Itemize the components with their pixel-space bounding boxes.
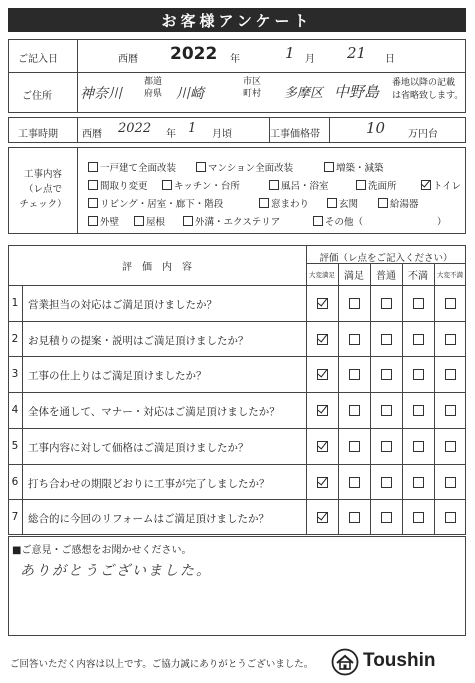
question-number: 3 [11, 368, 19, 381]
question-number: 1 [11, 297, 19, 309]
address-town[interactable]: 中野島 [334, 83, 380, 101]
work-option-row3-0[interactable] [88, 196, 223, 210]
rating-checkbox-q2-2[interactable] [381, 334, 392, 345]
rating-checkbox-q6-2[interactable] [381, 477, 392, 488]
rating-header-3: 不満 [408, 271, 428, 282]
row-divider [8, 499, 466, 500]
question-number: 2 [11, 332, 19, 345]
row-divider [8, 392, 466, 393]
work-option-row1-1[interactable] [196, 160, 293, 174]
question-number: 5 [11, 439, 19, 452]
address-note-line2: は省略致します。 [392, 91, 464, 101]
row-divider [8, 356, 466, 357]
rating-header-0: 大変満足 [309, 271, 335, 279]
rating-checkbox-q4-0[interactable] [317, 405, 328, 416]
entry-date-label: ご記入日 [18, 54, 58, 65]
rating-checkbox-q3-4[interactable] [445, 369, 456, 380]
rating-column-divider [402, 263, 403, 535]
checkbox-icon[interactable] [134, 216, 144, 226]
question-text: 工事の仕上りはご満足頂けましたか？ [28, 370, 207, 383]
work-option-label: その他（ [325, 217, 364, 228]
city-unit-top: 市区 [243, 77, 262, 87]
rating-checkbox-q4-4[interactable] [445, 405, 456, 416]
work-option-row1-0[interactable] [88, 160, 176, 174]
work-option-row2-1[interactable] [162, 178, 240, 192]
rating-checkbox-q5-2[interactable] [381, 441, 392, 452]
work-option-row4-1[interactable] [134, 214, 165, 228]
address-ward[interactable]: 多摩区 [284, 86, 324, 101]
checkbox-icon[interactable] [327, 198, 337, 208]
checkbox-icon[interactable] [356, 180, 366, 190]
work-period-month-unit: 月頃 [212, 129, 232, 140]
checkbox-icon[interactable] [88, 180, 98, 190]
work-option-label: 外壁 [100, 217, 120, 228]
work-period-era: 西暦 [82, 129, 102, 140]
work-option-label: 玄関 [339, 199, 359, 210]
work-content-label-line2: （レ点で [23, 184, 62, 195]
work-period-year-unit: 年 [166, 129, 176, 140]
rating-checkbox-q7-1[interactable] [349, 512, 360, 523]
address-note-line1: 番地以降の記載 [392, 78, 456, 88]
address-city-unit [243, 76, 261, 100]
pref-unit-bottom: 府県 [144, 89, 163, 99]
work-option-row3-3[interactable] [378, 196, 419, 210]
work-option-row4-0[interactable] [88, 214, 119, 228]
question-text: お見積りの提案・説明はご満足頂けましたか？ [28, 334, 249, 347]
rating-checkbox-q2-4[interactable] [445, 334, 456, 345]
form-title: お客様アンケート [8, 8, 466, 32]
other-close-paren: ） [437, 217, 447, 228]
checkbox-icon[interactable] [88, 162, 98, 172]
checkbox-icon[interactable] [324, 162, 334, 172]
address-city[interactable]: 川崎 [176, 86, 204, 102]
entry-date-era: 西暦 [118, 54, 138, 65]
checkbox-icon[interactable] [259, 198, 269, 208]
work-option-row3-1[interactable] [259, 196, 309, 210]
rating-checkbox-q2-3[interactable] [413, 334, 424, 345]
work-option-row2-4[interactable] [421, 178, 461, 192]
address-pref-unit [144, 76, 162, 100]
checkbox-icon[interactable] [88, 216, 98, 226]
footer-logo [331, 648, 465, 676]
work-option-label: 増築・減築 [336, 163, 384, 174]
city-unit-bottom: 町村 [243, 89, 262, 99]
question-text: 総合的に今回のリフォームはご満足頂けましたか？ [28, 513, 269, 526]
price-range-label: 工事価格帯 [270, 129, 320, 140]
rating-checkbox-q2-1[interactable] [349, 334, 360, 345]
price-range-value[interactable]: 10 [366, 119, 386, 137]
work-option-label: 給湯器 [390, 199, 419, 210]
question-text: 工事内容に対して価格はご満足頂けましたか？ [28, 441, 249, 454]
num-column-divider [22, 285, 23, 535]
column-divider [306, 245, 307, 535]
rating-header-divider [306, 263, 466, 264]
row-divider [8, 428, 466, 429]
rating-checkbox-q7-4[interactable] [445, 512, 456, 523]
comments-text[interactable]: ありがとうございました。 [20, 563, 212, 579]
checkbox-icon[interactable] [421, 180, 431, 190]
comments-label: ■ご意見・ご感想をお聞かせください。 [12, 545, 192, 556]
rating-checkbox-q5-1[interactable] [349, 441, 360, 452]
work-option-label: 外溝・エクステリア [195, 217, 281, 228]
row-divider [8, 464, 466, 465]
checkbox-icon[interactable] [162, 180, 172, 190]
rating-header-4: 大変不満 [437, 271, 463, 279]
work-option-label: トイレ [433, 181, 462, 192]
rating-checkbox-q4-3[interactable] [413, 405, 424, 416]
rating-checkbox-q1-4[interactable] [445, 298, 456, 309]
rating-checkbox-q1-1[interactable] [349, 298, 360, 309]
work-option-label: 窓まわり [271, 199, 310, 210]
price-range-unit: 万円台 [408, 129, 438, 140]
rating-checkbox-q4-2[interactable] [381, 405, 392, 416]
rating-checkbox-q5-3[interactable] [413, 441, 424, 452]
entry-date-day-unit: 日 [385, 54, 395, 65]
rating-header-1: 満足 [344, 271, 364, 282]
rating-checkbox-q3-0[interactable] [317, 369, 328, 380]
work-option-label: リビング・居室・廊下・階段 [100, 199, 224, 210]
work-option-label: 間取り変更 [100, 181, 148, 192]
footer-thanks: ご回答いただく内容は以上です。ご協力誠にありがとうございました。 [10, 659, 314, 670]
question-number: 7 [11, 511, 19, 524]
evaluation-header-right: 評価（レ点をご記入ください） [319, 253, 453, 264]
rating-checkbox-q7-0[interactable] [317, 512, 328, 523]
rating-checkbox-q3-2[interactable] [381, 369, 392, 380]
work-content-label-line3: チェック） [19, 199, 67, 210]
checkbox-icon[interactable] [378, 198, 388, 208]
work-option-row4-3[interactable] [313, 214, 363, 228]
evaluation-table [8, 245, 466, 535]
entry-date-month[interactable]: 1 [285, 44, 295, 62]
entry-date-month-unit: 月 [305, 54, 315, 65]
rating-checkbox-q6-1[interactable] [349, 477, 360, 488]
rating-checkbox-q5-4[interactable] [445, 441, 456, 452]
entry-date-year[interactable]: 2022 [170, 44, 218, 64]
work-period-month[interactable]: 1 [188, 121, 197, 136]
address-prefecture[interactable]: 神奈川 [80, 86, 122, 102]
work-period-year[interactable]: 2022 [118, 121, 152, 136]
entry-date-day[interactable]: 21 [347, 44, 367, 62]
work-option-label: 洗面所 [368, 181, 397, 192]
work-period-label: 工事時期 [18, 129, 58, 140]
rating-checkbox-q1-2[interactable] [381, 298, 392, 309]
rating-column-divider [370, 263, 371, 535]
question-text: 全体を通して、マナー・対応はご満足頂けましたか？ [28, 406, 280, 419]
work-option-row1-2[interactable] [324, 160, 384, 174]
work-option-label: マンション全面改装 [208, 163, 294, 174]
rating-checkbox-q6-0[interactable] [317, 477, 328, 488]
checkbox-icon[interactable] [269, 180, 279, 190]
pref-unit-top: 都道 [144, 77, 163, 87]
address-note [392, 77, 463, 103]
rating-checkbox-q3-1[interactable] [349, 369, 360, 380]
rating-header-2: 普通 [376, 271, 396, 282]
rating-checkbox-q7-2[interactable] [381, 512, 392, 523]
entry-date-year-unit: 年 [230, 54, 240, 65]
rating-checkbox-q5-0[interactable] [317, 441, 328, 452]
rating-checkbox-q4-1[interactable] [349, 405, 360, 416]
checkbox-icon[interactable] [313, 216, 323, 226]
row-divider [8, 321, 466, 322]
evaluation-header-left: 評 価 内 容 [122, 262, 192, 273]
question-number: 6 [11, 475, 19, 488]
rating-checkbox-q2-0[interactable] [317, 334, 328, 345]
rating-column-divider [338, 263, 339, 535]
work-option-label: キッチン・台所 [174, 181, 240, 192]
rating-checkbox-q1-0[interactable] [317, 298, 328, 309]
work-option-row3-2[interactable] [327, 196, 358, 210]
work-option-row2-3[interactable] [356, 178, 397, 192]
work-option-row4-2[interactable] [183, 214, 280, 228]
rating-checkbox-q6-3[interactable] [413, 477, 424, 488]
work-content-label-line1: 工事内容 [23, 169, 62, 180]
question-number: 4 [11, 404, 19, 417]
house-logo-icon [331, 648, 359, 676]
rating-checkbox-q3-3[interactable] [413, 369, 424, 380]
question-text: 打ち合わせの期限どおりに工事が完了しましたか？ [28, 477, 270, 490]
work-period-section [8, 117, 466, 143]
checkbox-icon[interactable] [183, 216, 193, 226]
header-divider [8, 285, 466, 286]
work-option-label: 風呂・浴室 [281, 181, 329, 192]
work-option-label: 屋根 [146, 217, 166, 228]
address-label: ご住所 [22, 91, 52, 102]
work-option-row2-2[interactable] [269, 178, 329, 192]
checkbox-icon[interactable] [88, 198, 98, 208]
brand-name: Toushin [363, 650, 436, 671]
work-option-row2-0[interactable] [88, 178, 148, 192]
question-text: 営業担当の対応はご満足頂けましたか？ [28, 299, 217, 311]
rating-checkbox-q7-3[interactable] [413, 512, 424, 523]
rating-checkbox-q6-4[interactable] [445, 477, 456, 488]
rating-column-divider [434, 263, 435, 535]
rating-checkbox-q1-3[interactable] [413, 298, 424, 309]
work-option-label: 一戸建て全面改装 [100, 163, 177, 174]
work-content-label [16, 167, 70, 212]
checkbox-icon[interactable] [196, 162, 206, 172]
